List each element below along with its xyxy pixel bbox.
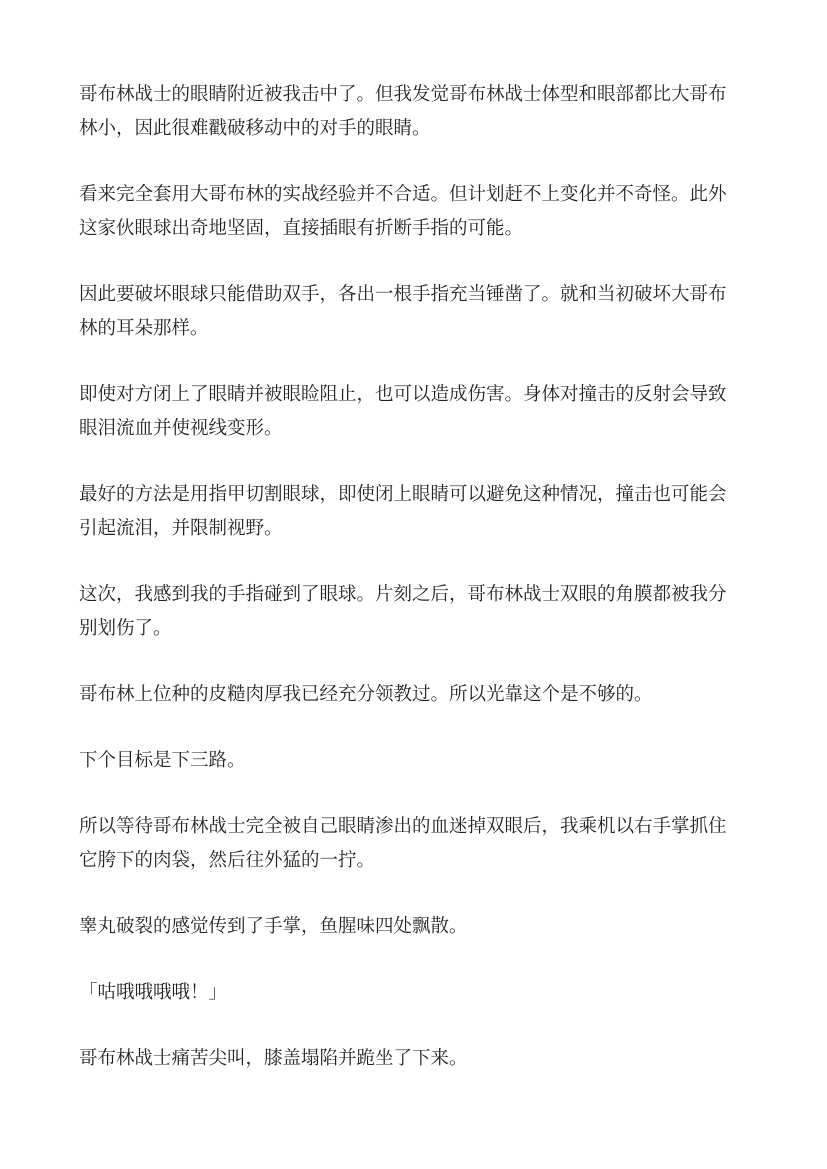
- paragraph: 哥布林战士痛苦尖叫，膝盖塌陷并跪坐了下来。: [79, 1048, 468, 1069]
- dialogue-line: 「咕哦哦哦哦！」: [79, 982, 228, 1003]
- paragraph: 睾丸破裂的感觉传到了手掌，鱼腥味四处飘散。: [79, 916, 468, 937]
- paragraph: 哥布林上位种的皮糙肉厚我已经充分领教过。所以光靠这个是不够的。: [79, 684, 653, 705]
- paragraph: 看来完全套用大哥布林的实战经验并不合适。但计划赶不上变化并不奇怪。此外这家伙眼球出奇地坚固，直接插眼有折断手指的可能。: [79, 184, 727, 239]
- paragraph: 最好的方法是用指甲切割眼球，即使闭上眼睛可以避免这种情况，撞击也可能会引起流泪，并限制视野。: [79, 484, 727, 539]
- paragraph: 因此要破坏眼球只能借助双手，各出一根手指充当锤凿了。就和当初破坏大哥布林的耳朵那样。: [79, 284, 727, 339]
- document-body: [79, 78, 729, 1108]
- paragraph: 下个目标是下三路。: [79, 750, 246, 771]
- paragraph: 即使对方闭上了眼睛并被眼睑阻止，也可以造成伤害。身体对撞击的反射会导致眼泪流血并使视线变形。: [79, 384, 727, 439]
- paragraph: 所以等待哥布林战士完全被自己眼睛渗出的血迷掉双眼后，我乘机以右手掌抓住它胯下的肉袋，然后往外猛的一拧。: [79, 816, 727, 871]
- paragraph: 哥布林战士的眼睛附近被我击中了。但我发觉哥布林战士体型和眼部都比大哥布林小，因此很难戳破移动中的对手的眼睛。: [79, 84, 727, 139]
- paragraph: 这次，我感到我的手指碰到了眼球。片刻之后，哥布林战士双眼的角膜都被我分别划伤了。: [79, 584, 727, 639]
